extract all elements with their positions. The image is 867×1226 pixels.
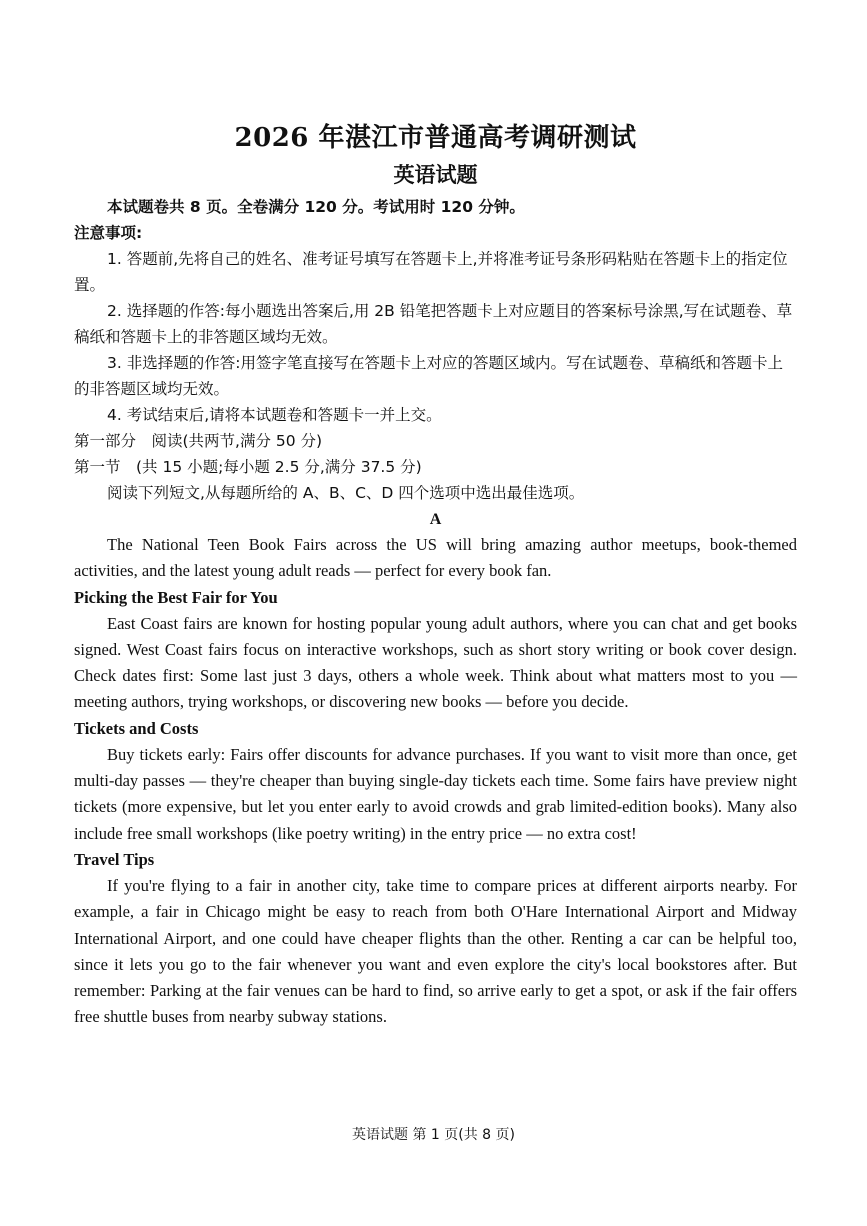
section-body-picking: East Coast fairs are known for hosting popular young adult authors, where you can chat and get books signed. West Coast fairs focus on interactive workshops, such as short story writing or book cover design. Check dates first: Some last just 3 days, others a whole week. Think about what matters most to you — meeting authors, trying workshops, or discovering new books — before you decide. (74, 613, 797, 712)
notice-item-4: 4. 考试结束后,请将本试题卷和答题卡一并上交。 (107, 406, 442, 424)
exam-subtitle: 英语试题 (393, 162, 478, 187)
section-heading-picking: Picking the Best Fair for You (74, 587, 278, 607)
section1-heading: 第一节 (共 15 小题;每小题 2.5 分,满分 37.5 分) (74, 458, 422, 476)
section-heading-travel: Travel Tips (74, 849, 155, 869)
exam-page (74, 120, 797, 1031)
notice-item-2: 2. 选择题的作答:每小题选出答案后,用 2B 铅笔把答题卡上对应题目的答案标号涂黑,写在试题卷、草稿纸和答题卡上的非答题区域均无效。 (74, 302, 793, 346)
part1-heading: 第一部分 阅读(共两节,满分 50 分) (74, 432, 323, 450)
notice-item-3: 3. 非选择题的作答:用签字笔直接写在答题卡上对应的答题区域内。写在试题卷、草稿纸和答题卡上的非答题区域均无效。 (74, 354, 783, 398)
notice-heading: 注意事项: (74, 224, 143, 242)
section-body-tickets: Buy tickets early: Fairs offer discounts for advance purchases. If you want to visit more than once, get multi-day passes — they're cheaper than buying single-day tickets each time. Some fairs have preview night tickets (more expensive, but let you enter early to avoid crowds and grab limited-edition books). Many also include free small workshops (like poetry writing) in the entry price — no extra cost! (74, 744, 797, 843)
exam-info: 本试题卷共 8 页。全卷满分 120 分。考试用时 120 分钟。 (107, 198, 525, 216)
passage-label: A (429, 511, 442, 528)
section-body-travel: If you're flying to a fair in another city, take time to compare prices at different airports nearby. For example, a fair in Chicago might be easy to reach from both O'Hare International Airport and Midway International Airport, and one could have cheaper flights than the other. Renting a car can be helpful too, since it lets you go to the fair whenever you want and even explore the city's local bookstores after. But remember: Parking at the fair venues can be hard to find, so arrive early to get a spot, or ask if the fair offers free shuttle buses from nearby subway stations. (74, 875, 797, 1027)
notice-item-1: 1. 答题前,先将自己的姓名、准考证号填写在答题卡上,并将准考证号条形码粘贴在答题卡上的指定位置。 (74, 250, 788, 294)
section-heading-tickets: Tickets and Costs (74, 718, 199, 738)
passage-intro: The National Teen Book Fairs across the US will bring amazing author meetups, book-themed activities, and the latest young adult reads — perfect for every book fan. (74, 535, 797, 581)
exam-title: 2026 年湛江市普通高考调研测试 (234, 123, 637, 153)
reading-instruction: 阅读下列短文,从每题所给的 A、B、C、D 四个选项中选出最佳选项。 (107, 484, 585, 502)
page-footer: 英语试题 第 1 页(共 8 页) (352, 1127, 515, 1143)
